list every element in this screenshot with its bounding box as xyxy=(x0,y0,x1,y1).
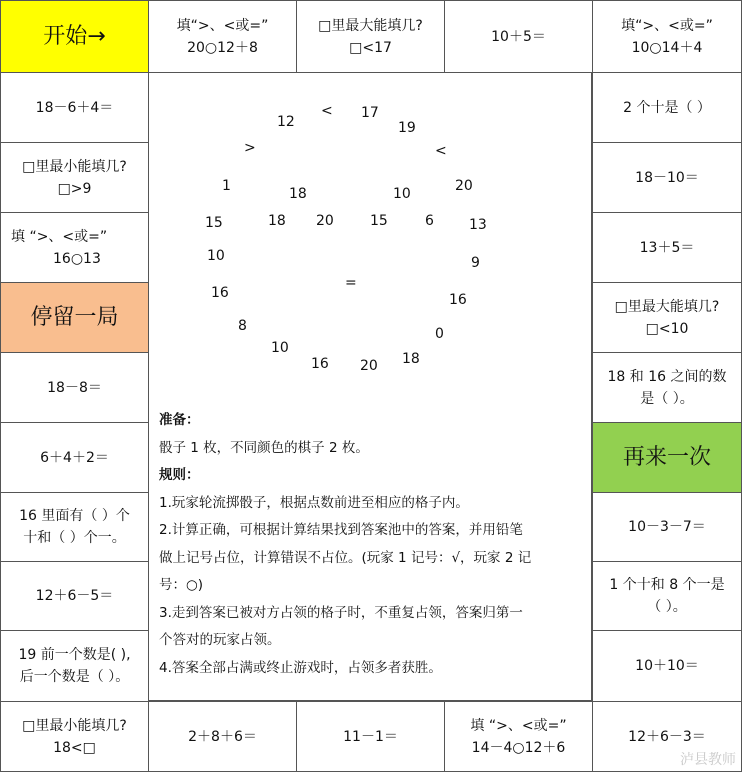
cell-line: 是（ ）。 xyxy=(640,390,694,407)
cell-line: 18<□ xyxy=(53,739,96,756)
board-cell-l9[interactable] xyxy=(0,630,149,702)
pool-answer[interactable]: 6 xyxy=(425,213,434,229)
pool-answer[interactable]: 13 xyxy=(469,217,487,233)
board-cell-t3[interactable] xyxy=(296,0,445,73)
pool-answer[interactable]: 9 xyxy=(471,255,480,271)
board-cell-r1[interactable] xyxy=(592,72,742,143)
preparation-text: 骰子 1 枚，不同颜色的棋子 2 枚。 xyxy=(159,439,369,456)
cell-line: □里最小能填几? xyxy=(22,717,127,734)
board-cell-t5[interactable] xyxy=(592,0,742,73)
cell-line: □<17 xyxy=(349,39,392,56)
cell-line: 填 “>、<或=” xyxy=(11,228,108,245)
board-cell-l2[interactable] xyxy=(0,142,149,213)
cell-line: 10＋10＝ xyxy=(635,658,699,674)
cell-line: □<10 xyxy=(645,320,689,337)
cell-line: （ ）。 xyxy=(647,599,687,615)
pool-answer[interactable]: < xyxy=(321,103,333,119)
pool-answer[interactable]: 10 xyxy=(393,186,411,202)
pool-answer[interactable]: > xyxy=(244,140,256,156)
pool-answer[interactable]: 18 xyxy=(402,351,420,367)
cell-line: 20○12＋8 xyxy=(187,39,258,56)
rule-3-line-1: 3.走到答案已被对方占领的格子时，不重复占领，答案归第一 xyxy=(159,604,523,621)
cell-line: 18－8＝ xyxy=(47,379,102,396)
cell-line: 10＋5＝ xyxy=(491,28,546,45)
board-cell-l6[interactable] xyxy=(0,422,149,493)
pool-answer[interactable]: 20 xyxy=(360,358,378,374)
rule-3-line-2: 个答对的玩家占领。 xyxy=(159,632,281,648)
cell-line: 12＋6－3＝ xyxy=(628,728,706,745)
again-label: 再来一次 xyxy=(622,444,711,470)
pool-answer[interactable]: 20 xyxy=(455,178,473,194)
cell-line: □>9 xyxy=(57,180,92,197)
cell-line: 18－10＝ xyxy=(635,169,699,186)
pool-answer[interactable]: 12 xyxy=(277,114,295,130)
board-cell-r5[interactable] xyxy=(592,352,742,423)
cell-line: 13＋5＝ xyxy=(639,239,695,256)
stay-label: 停留一局 xyxy=(30,304,119,330)
cell-line: 10－3－7＝ xyxy=(628,519,706,535)
board-cell-l5[interactable] xyxy=(0,352,149,423)
board-cell-b2[interactable] xyxy=(148,701,297,772)
cell-line: 16○13 xyxy=(53,250,101,267)
cell-line: 后一个数是（ ）。 xyxy=(19,669,130,685)
rule-2-line-3: 号：○) xyxy=(159,577,204,593)
cell-line: 2 个十是（ ） xyxy=(623,99,711,116)
cell-line: 填“>、<或=” xyxy=(621,17,713,34)
cell-line: 填 “>、<或=” xyxy=(470,717,567,734)
pool-answer[interactable]: 19 xyxy=(398,120,416,136)
start-cell[interactable] xyxy=(0,0,149,73)
board-cell-b3[interactable] xyxy=(296,701,445,772)
rule-2-line-2: 做上记号占位，计算错误不占位。(玩家 1 记号：√，玩家 2 记 xyxy=(159,549,532,566)
pool-answer[interactable]: 16 xyxy=(211,285,229,301)
pool-answer[interactable]: = xyxy=(345,275,357,291)
board-cell-t4[interactable] xyxy=(444,0,593,73)
play-again-cell[interactable] xyxy=(592,422,742,493)
cell-line: 16 里面有（ ）个 xyxy=(19,508,130,524)
pool-answer[interactable]: 0 xyxy=(435,326,444,342)
board-cell-l8[interactable] xyxy=(0,561,149,631)
rules-heading: 规则： xyxy=(159,467,200,483)
board-cell-b1[interactable] xyxy=(0,701,149,772)
start-label: 开始→ xyxy=(43,23,106,49)
pool-answer[interactable]: 10 xyxy=(271,340,289,356)
board-cell-l3[interactable] xyxy=(0,212,149,283)
cell-line: 1 个十和 8 个一是 xyxy=(609,577,725,593)
board-cell-r8[interactable] xyxy=(592,561,742,631)
cell-line: 18－6＋4＝ xyxy=(35,99,114,116)
board-cell-l7[interactable] xyxy=(0,492,149,562)
cell-line: 10○14＋4 xyxy=(631,39,703,56)
cell-line: 11－1＝ xyxy=(343,728,398,745)
board-cell-r3[interactable] xyxy=(592,212,742,283)
cell-line: 2＋8＋6＝ xyxy=(188,728,257,745)
cell-line: □里最小能填几? xyxy=(22,158,127,175)
pool-answer[interactable]: 1 xyxy=(222,178,231,194)
cell-line: 填“>、<或=” xyxy=(176,17,269,34)
cell-line: 6＋4＋2＝ xyxy=(40,449,109,466)
cell-line: □里最大能填几? xyxy=(614,298,720,315)
board-cell-b4[interactable] xyxy=(444,701,593,772)
pool-answer[interactable]: 15 xyxy=(205,215,223,231)
pool-answer[interactable]: 18 xyxy=(289,186,307,202)
board-cell-r2[interactable] xyxy=(592,142,742,213)
rule-1: 1.玩家轮流掷骰子，根据点数前进至相应的格子内。 xyxy=(159,494,469,511)
stay-one-round-cell[interactable] xyxy=(0,282,149,353)
watermark: 泸县教师 xyxy=(680,752,736,768)
board-cell-l1[interactable] xyxy=(0,72,149,143)
cell-line: 十和（ ）个一。 xyxy=(23,530,126,546)
rule-4: 4.答案全部占满或终止游戏时，占领多者获胜。 xyxy=(159,659,442,676)
answer-pool-area xyxy=(148,72,592,701)
pool-answer[interactable]: 17 xyxy=(361,105,379,121)
board-cell-r4[interactable] xyxy=(592,282,742,353)
cell-line: 12＋6－5＝ xyxy=(35,588,114,604)
cell-line: 18 和 16 之间的数 xyxy=(607,368,727,385)
pool-answer[interactable]: 8 xyxy=(238,318,247,334)
cell-line: 14－4○12＋6 xyxy=(471,739,566,756)
pool-answer[interactable]: < xyxy=(435,143,447,159)
cell-line: □里最大能填几? xyxy=(318,17,423,34)
board-cell-r7[interactable] xyxy=(592,492,742,562)
pool-answer[interactable]: 16 xyxy=(311,356,329,372)
preparation-heading: 准备： xyxy=(159,412,200,428)
board-cell-t2[interactable] xyxy=(148,0,297,73)
pool-answer[interactable]: 16 xyxy=(449,292,467,308)
rule-2-line-1: 2.计算正确，可根据计算结果找到答案池中的答案，并用铅笔 xyxy=(159,522,523,538)
game-rules xyxy=(159,407,584,682)
pool-answer[interactable]: 15 xyxy=(370,213,388,229)
board-cell-r9[interactable] xyxy=(592,630,742,702)
pool-answer[interactable]: 18 xyxy=(268,213,286,229)
cell-line: 19 前一个数是( ), xyxy=(18,647,131,663)
pool-answer[interactable]: 20 xyxy=(316,213,334,229)
pool-answer[interactable]: 10 xyxy=(207,248,225,264)
